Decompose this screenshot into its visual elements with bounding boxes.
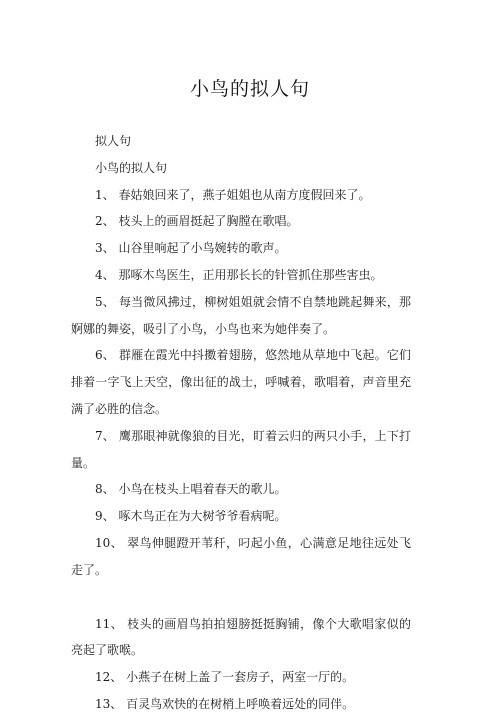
sentence-item: 11、 枝头的画眉鸟拍拍翅膀挺挺胸铺，像个大歌唱家似的亮起了歌喉。 (71, 616, 411, 658)
document-body (71, 128, 411, 718)
sentence-item: 8、 小鸟在枝头上唱着春天的歌儿。 (95, 482, 287, 497)
heading-line: 拟人句 (95, 134, 132, 148)
paragraph-gap (71, 584, 411, 611)
sentence-item: 4、 那啄木鸟医生，正用那长长的针管抓住那些害虫。 (95, 267, 383, 282)
sentence-item: 12、 小燕子在树上盖了一套房子，两室一厅的。 (95, 670, 355, 685)
sentence-item: 13、 百灵鸟欢快的在树梢上呼唤着远处的同伴。 (95, 696, 355, 711)
document-title: 小鸟的拟人句 (189, 78, 310, 100)
sentence-item: 2、 枝头上的画眉挺起了胸膛在歌唱。 (95, 214, 299, 229)
subheading-line: 小鸟的拟人句 (95, 160, 168, 175)
sentence-item: 5、 每当微风拂过，柳树姐姐就会情不自禁地跳起舞来，那婀娜的舞姿，吸引了小鸟，小鸟也来为她伴奏了。 (71, 294, 411, 336)
sentence-item: 1、 春姑娘回来了，燕子姐姐也从南方度假回来了。 (95, 187, 371, 202)
sentence-item: 10、 翠鸟伸腿蹬开苇秆，叼起小鱼，心满意足地往远处飞走了。 (71, 535, 411, 577)
sentence-item: 6、 群雁在霞光中抖擞着翅膀，悠然地从草地中飞起。它们排着一字飞上天空，像出征的战士，呼喊着，歌唱着，声音里充满了必胜的信念。 (71, 348, 411, 416)
sentence-item: 3、 山谷里响起了小鸟婉转的歌声。 (95, 241, 287, 256)
sentence-item: 9、 啄木鸟正在为大树爷爷看病呢。 (95, 509, 287, 524)
sentence-item: 7、 鹰那眼神就像狼的目光，盯着云归的两只小手，上下打量。 (71, 428, 411, 470)
